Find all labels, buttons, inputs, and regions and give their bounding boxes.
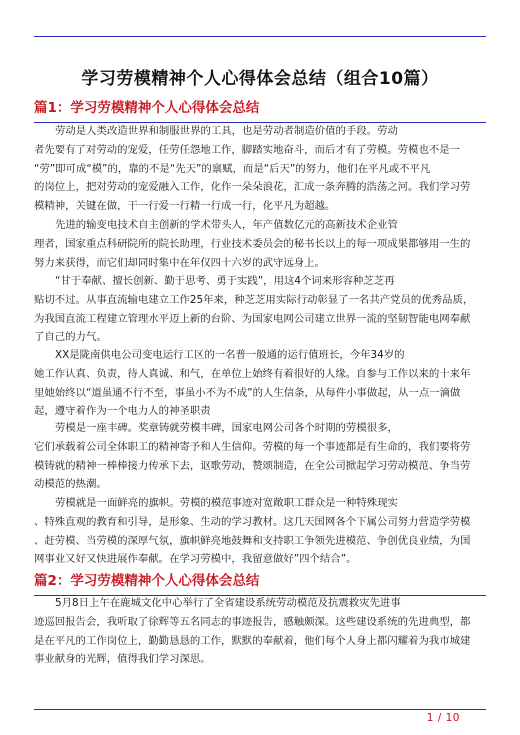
paragraph-line: 理者，国家重点科研院所的院长助理，行业技术委员会的秘书长以上的每一项成果都够用一生的 xyxy=(34,237,471,250)
paragraph-line: 贴切不过。从事直流输电建立工作25年来，种芝芝用实际行动彰显了一名共产党员的优秀品质， xyxy=(34,293,474,306)
paragraph xyxy=(34,122,490,216)
paragraph-line: 劳动是人类改造世界和制服世界的工具，也是劳动者制造价值的手段。劳动 xyxy=(55,125,398,137)
paragraph-line: 模精神，关键在做，干一行爱一行精一行成一行，化平凡为超越。 xyxy=(34,200,336,213)
paragraph-line: 动模范的热潮。 xyxy=(34,478,107,491)
paragraph xyxy=(34,494,490,569)
paragraph-line: 的岗位上，把对劳动的宠爱融入工作，化作一朵朵浪花，汇成一条奔腾的浩荡之河。我们学习劳 xyxy=(34,181,471,194)
paragraph-line: 事业献身的光辉，值得我们学习深思。 xyxy=(34,653,211,666)
paragraph xyxy=(34,346,490,421)
paragraph-line: 了自己的力气。 xyxy=(34,331,107,344)
paragraph-line: 努力来获得，而它们却同时集中在年仅四十六岁的武守远身上。 xyxy=(34,256,325,269)
paragraph-line: 它们承载着公司全体职工的精神寄予和人生信仰。劳模的每一个事迹都是有生命的，我们要将劳 xyxy=(34,440,471,453)
paragraph-line: XX是陇南供电公司变电运行工区的一名普一般通的运行值班长，今年34岁的 xyxy=(55,349,405,361)
paragraph-line: 先进的输变电技术自主创新的学术带头人，年产值数亿元的高新技术企业管 xyxy=(55,219,398,231)
section-heading-1 xyxy=(34,96,486,118)
paragraph-line: “甘于奉献、擅长创新、勤于思考、勇于实践”，用这4个词来形容种芝芝再 xyxy=(55,275,395,287)
paragraph xyxy=(34,216,490,272)
section-heading-text: 篇1：学习劳模精神个人心得体会总结 xyxy=(34,100,260,116)
paragraph-line: “劳”即可成“模”的，靠的不是“先天”的禀赋，而是“后天”的努力，他们在平凡或不平凡 xyxy=(34,162,431,175)
paragraph-line: 、特殊直观的教育和引导，是形象、生动的学习教材。这几天国网各个下属公司努力营造学劳模 xyxy=(34,515,471,528)
document-title: 学习劳模精神个人心得体会总结（组合10篇） xyxy=(81,69,439,89)
paragraph xyxy=(34,419,490,494)
paragraph-line: 劳模就是一面鲜亮的旗帜。劳模的模范事迹对宽敞职工群众是一种特殊现实 xyxy=(55,497,398,509)
footer-rule xyxy=(34,709,486,710)
paragraph-line: 为我国直流工程建立管理水平迈上新的台阶、为国家电网公司建立世界一流的坚韧智能电网奉献 xyxy=(34,312,471,325)
page-number: 1 / 10 xyxy=(426,712,460,724)
paragraph-line: 劳模是一座丰碑。奖章铸就劳模丰碑，国家电网公司各个时期的劳模很多， xyxy=(55,422,398,434)
paragraph-line: 网事业又好又快进展作奉献。在学习劳模中，我留意做好”四个结合”。 xyxy=(34,553,357,566)
paragraph-line: 起，遵守着作为一个电力人的神圣职责 xyxy=(34,405,211,418)
paragraph-line: 模铸就的精神一棒棒接力传承下去，讴歌劳动，赞颂制造，在全公司掀起学习劳动模范、争当劳 xyxy=(34,459,471,472)
paragraph xyxy=(34,272,490,347)
paragraph-line: 5月8日上午在鹿城文化中心举行了全省建设系统劳动模范及抗震救灾先进事 xyxy=(55,597,401,609)
paragraph xyxy=(34,594,490,669)
paragraph-line: 是在平凡的工作岗位上，勤勤恳恳的工作，默默的奉献着，他们每个人身上都闪耀着为我市城建 xyxy=(34,634,471,647)
paragraph-line: 里她始终以“道虽通不行不至，事虽小不为不成”的人生信条，从每件小事做起，从一点一滴做 xyxy=(34,386,461,399)
paragraph-line: 她工作认真、负责，待人真诚、和气，在单位上始终有着很好的人缘。自参与工作以来的十来年 xyxy=(34,367,471,380)
paragraph-line: 者先要有了对劳动的宠爱，任劳任怨地工作，脚踏实地奋斗，而后才有了劳模。劳模也不是一 xyxy=(34,143,461,156)
paragraph-line: 迹巡回报告会，我听取了徐辉等五名同志的事迹报告，感触颇深。这些建设系统的先进典型，都 xyxy=(34,615,471,628)
section-heading-2 xyxy=(34,569,486,591)
section-heading-text: 篇2：学习劳模精神个人心得体会总结 xyxy=(34,573,260,589)
paragraph-line: 、赶劳模、当劳模的深厚气氛，旗帜鲜亮地鼓舞和支持职工争领先进模范、争创优良业绩，为国 xyxy=(34,534,471,547)
header-rule xyxy=(34,36,486,37)
